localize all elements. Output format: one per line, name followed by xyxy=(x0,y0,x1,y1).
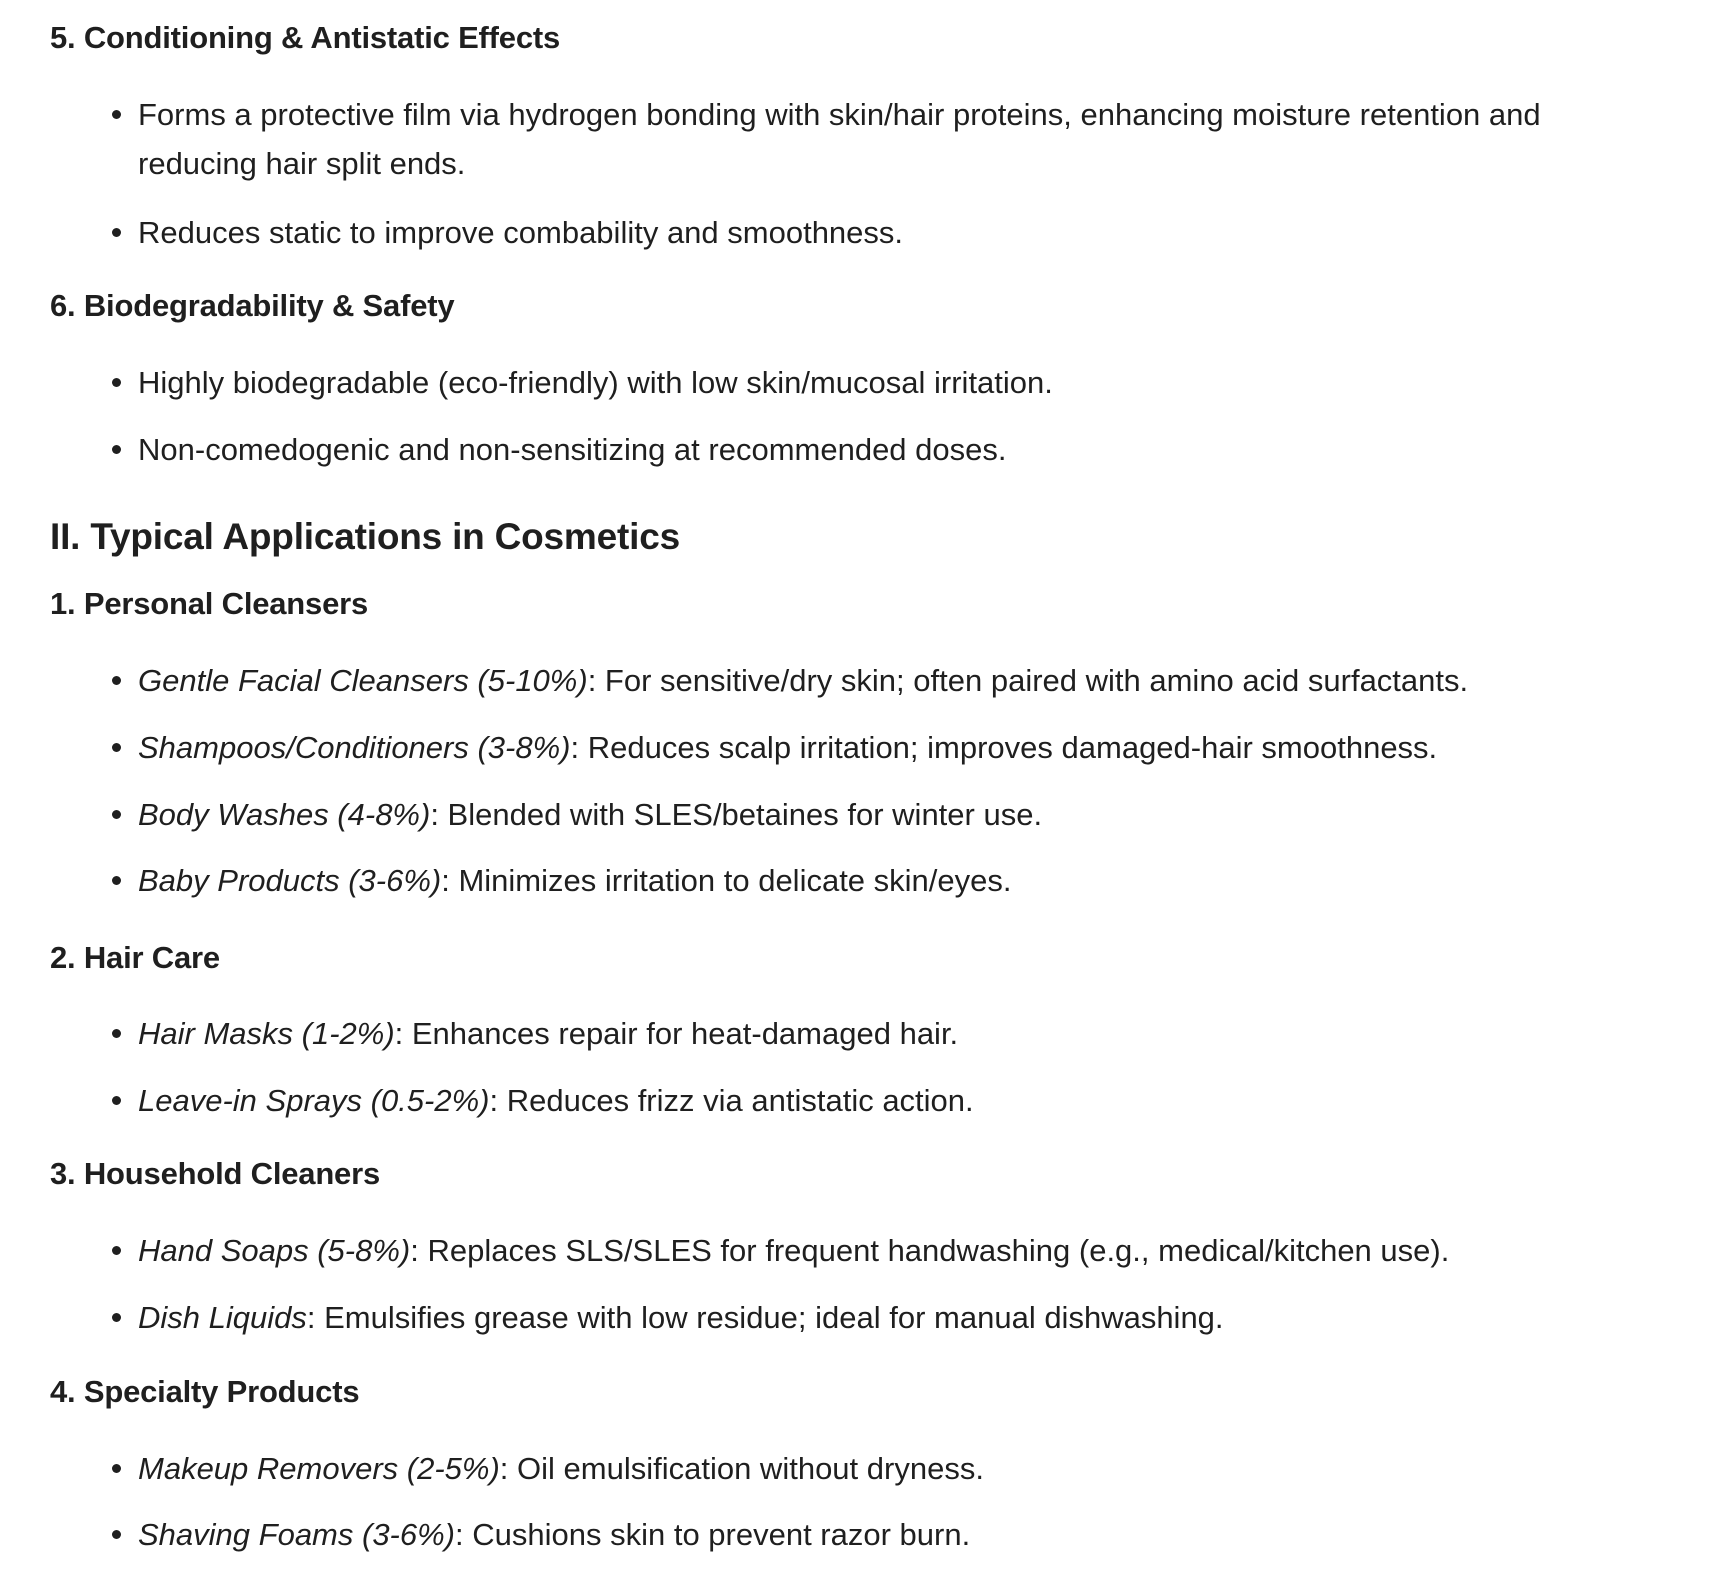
list-item-text: : Reduces frizz via antistatic action. xyxy=(489,1083,974,1118)
section-heading-biodegradability: 6. Biodegradability & Safety xyxy=(50,288,455,323)
list-item-text: : Emulsifies grease with low residue; ideal for manual dishwashing. xyxy=(306,1300,1224,1335)
list-item xyxy=(138,1510,1698,1559)
list-item-label: Hair Masks (1-2%) xyxy=(138,1016,395,1051)
subsection-heading-specialty-products: 4. Specialty Products xyxy=(50,1374,360,1409)
list-item xyxy=(138,1076,1698,1125)
list-item-text: Highly biodegradable (eco-friendly) with low skin/mucosal irritation. xyxy=(138,365,1053,400)
list-item xyxy=(138,856,1698,905)
list-item xyxy=(138,790,1698,839)
list-item-text: : For sensitive/dry skin; often paired with amino acid surfactants. xyxy=(587,663,1469,698)
list-item-label: Shaving Foams (3-6%) xyxy=(138,1517,456,1552)
list-item-label: Dish Liquids xyxy=(138,1300,307,1335)
list-item xyxy=(138,656,1698,705)
list-item xyxy=(138,425,1698,474)
list-item-text: : Blended with SLES/betaines for winter use. xyxy=(430,797,1043,832)
list-item xyxy=(138,1444,1698,1493)
list-item xyxy=(138,1226,1698,1275)
list-item-text: : Replaces SLS/SLES for frequent handwashing (e.g., medical/kitchen use). xyxy=(410,1233,1450,1268)
list-item xyxy=(138,1293,1698,1342)
subsection-heading-hair-care: 2. Hair Care xyxy=(50,940,220,975)
list-item-text: : Minimizes irritation to delicate skin/eyes. xyxy=(441,863,1012,898)
list-item-label: Gentle Facial Cleansers (5-10%) xyxy=(138,663,588,698)
list-item xyxy=(138,1009,1698,1058)
section-heading-conditioning: 5. Conditioning & Antistatic Effects xyxy=(50,20,561,55)
list-item-text: Non-comedogenic and non-sensitizing at recommended doses. xyxy=(138,432,1007,467)
list-item-text: Reduces static to improve combability and smoothness. xyxy=(138,215,904,250)
list-item xyxy=(138,358,1698,407)
list-item-label: Shampoos/Conditioners (3-8%) xyxy=(138,730,571,765)
list-item xyxy=(138,90,1668,188)
list-item-text: : Cushions skin to prevent razor burn. xyxy=(455,1517,971,1552)
list-item xyxy=(138,208,1698,257)
list-item-text: : Enhances repair for heat-damaged hair. xyxy=(394,1016,959,1051)
list-item-text: : Oil emulsification without dryness. xyxy=(499,1451,984,1486)
list-item-label: Body Washes (4-8%) xyxy=(138,797,431,832)
subsection-heading-personal-cleansers: 1. Personal Cleansers xyxy=(50,586,369,621)
list-item-text: Forms a protective film via hydrogen bonding with skin/hair proteins, enhancing moisture retention and reducing hair split ends. xyxy=(138,97,1541,181)
list-item-label: Leave-in Sprays (0.5-2%) xyxy=(138,1083,490,1118)
part-heading-applications: II. Typical Applications in Cosmetics xyxy=(50,516,680,557)
subsection-heading-household-cleaners: 3. Household Cleaners xyxy=(50,1156,381,1191)
list-item-label: Makeup Removers (2-5%) xyxy=(138,1451,500,1486)
list-item-text: : Reduces scalp irritation; improves damaged-hair smoothness. xyxy=(570,730,1438,765)
list-item-label: Hand Soaps (5-8%) xyxy=(138,1233,411,1268)
list-item xyxy=(138,723,1698,772)
list-item-label: Baby Products (3-6%) xyxy=(138,863,442,898)
